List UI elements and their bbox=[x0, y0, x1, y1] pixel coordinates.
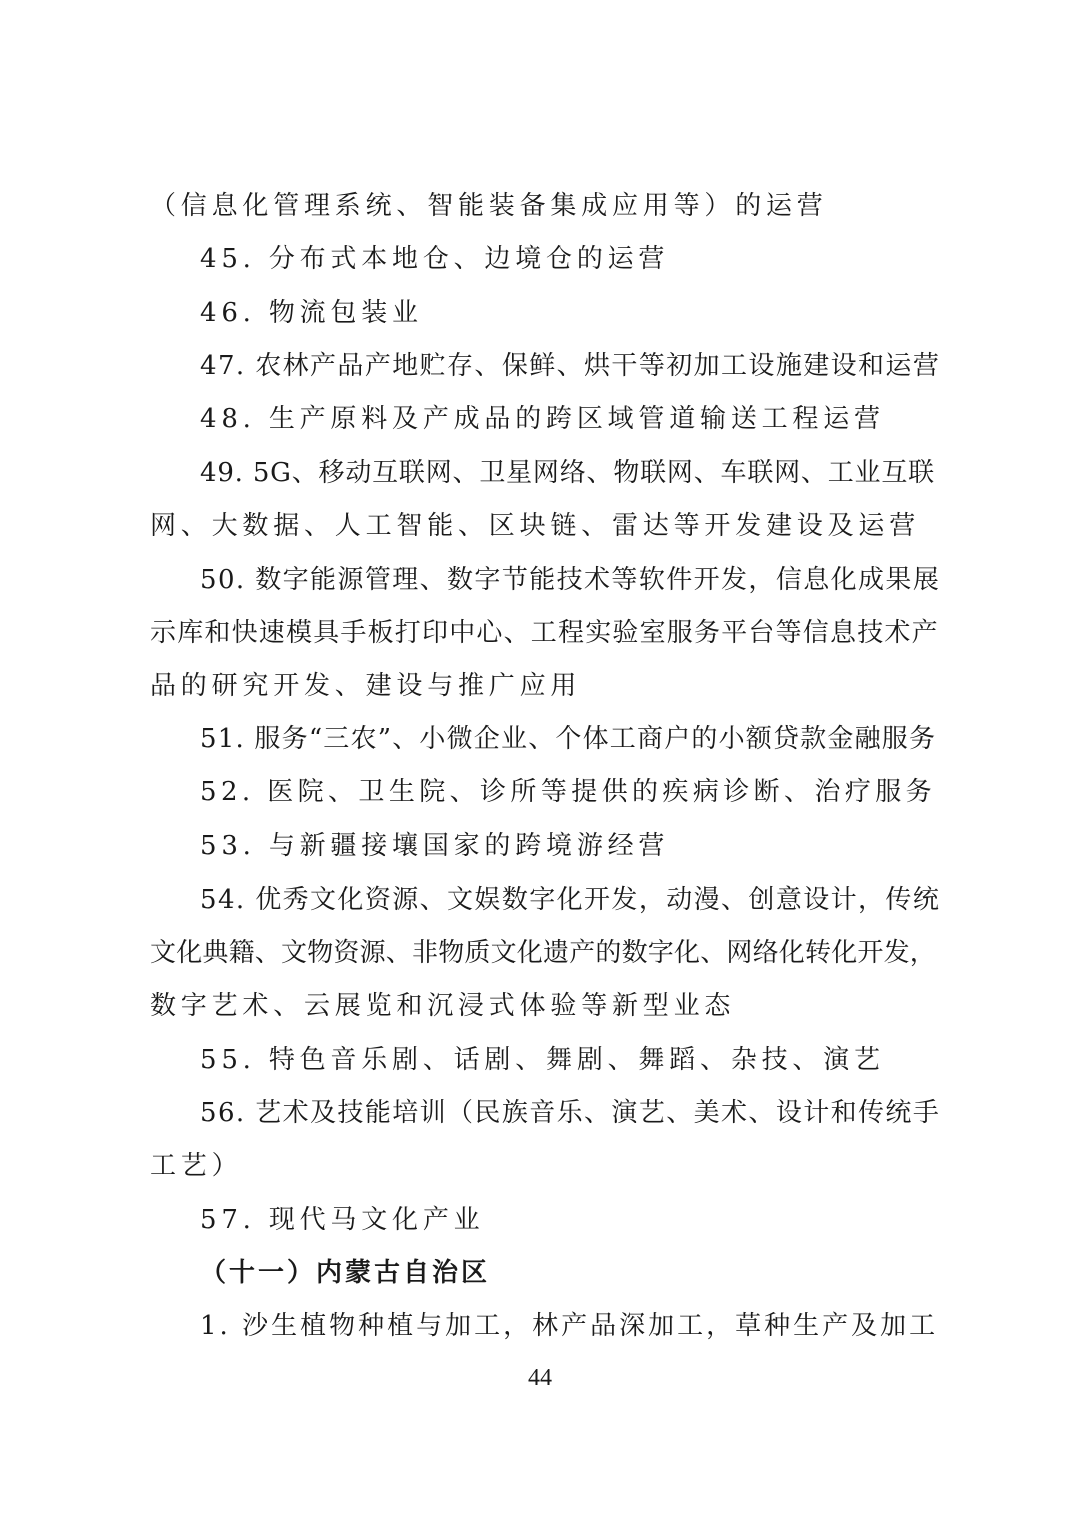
list-item-54: 54. 优秀文化资源、文娱数字化开发，动漫、创意设计，传统 bbox=[200, 885, 941, 915]
list-item-52: 52. 医院、卫生院、诊所等提供的疾病诊断、治疗服务 bbox=[200, 777, 937, 807]
list-item-45: 45. 分布式本地仓、边境仓的运营 bbox=[200, 244, 670, 274]
list-item-46: 46. 物流包装业 bbox=[200, 298, 423, 328]
list-item-1: 1. 沙生植物种植与加工，林产品深加工，草种生产及加工 bbox=[200, 1311, 939, 1341]
list-item-53: 53. 与新疆接壤国家的跨境游经营 bbox=[200, 831, 670, 861]
page-number: 44 bbox=[528, 1365, 552, 1391]
list-item-56-continuation: 工艺） bbox=[150, 1151, 243, 1181]
list-item-54-continuation-2: 数字艺术、云展览和沉浸式体验等新型业态 bbox=[150, 991, 736, 1021]
list-item-47: 47. 农林产品产地贮存、保鲜、烘干等初加工设施建设和运营 bbox=[200, 351, 941, 381]
list-item-55: 55. 特色音乐剧、话剧、舞剧、舞蹈、杂技、演艺 bbox=[200, 1045, 885, 1075]
list-item-49-continuation: 网、大数据、人工智能、区块链、雷达等开发建设及运营 bbox=[150, 511, 921, 541]
list-item-48: 48. 生产原料及产成品的跨区域管道输送工程运营 bbox=[200, 404, 885, 434]
list-item-54-continuation-1: 文化典籍、文物资源、非物质文化遗产的数字化、网络化转化开发， bbox=[150, 938, 937, 968]
list-item-57: 57. 现代马文化产业 bbox=[200, 1205, 485, 1235]
list-item-49: 49. 5G、移动互联网、卫星网络、物联网、车联网、工业互联 bbox=[200, 458, 935, 488]
list-item-51: 51. 服务“三农”、小微企业、个体工商户的小额贷款金融服务 bbox=[200, 724, 937, 754]
list-item-56: 56. 艺术及技能培训（民族音乐、演艺、美术、设计和传统手 bbox=[200, 1098, 941, 1128]
list-item-50: 50. 数字能源管理、数字节能技术等软件开发，信息化成果展 bbox=[200, 565, 941, 595]
text-line-continuation-44: （信息化管理系统、智能装备集成应用等）的运营 bbox=[150, 191, 828, 221]
list-item-50-continuation-2: 品的研究开发、建设与推广应用 bbox=[150, 671, 582, 701]
section-heading-inner-mongolia: （十一）内蒙古自治区 bbox=[200, 1258, 491, 1288]
list-item-50-continuation-1: 示库和快速模具手板打印中心、工程实验室服务平台等信息技术产 bbox=[150, 618, 939, 648]
